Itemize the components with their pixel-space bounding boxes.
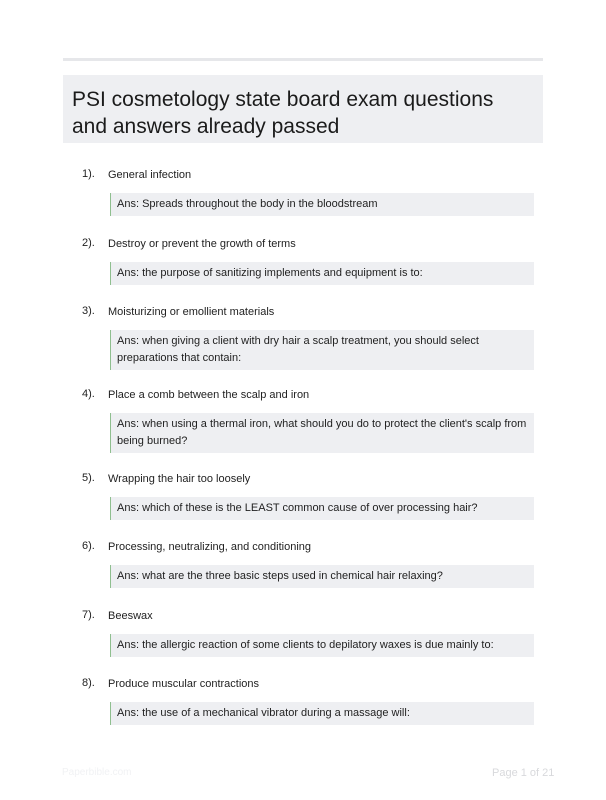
- question-text: Beeswax: [108, 610, 153, 622]
- question-number: 2).: [82, 237, 95, 249]
- question-text: General infection: [108, 169, 192, 181]
- answer-box: Ans: what are the three basic steps used in chemical hair relaxing?: [110, 565, 534, 588]
- question-text: Place a comb between the scalp and iron: [108, 389, 310, 401]
- answer-box: Ans: the purpose of sanitizing implements and equipment is to:: [110, 262, 534, 285]
- answer-box: Ans: when giving a client with dry hair a scalp treatment, you should select preparations that contain:: [110, 330, 534, 370]
- question-text: Processing, neutralizing, and conditioning: [108, 541, 312, 553]
- answer-box: Ans: the allergic reaction of some clients to depilatory waxes is due mainly to:: [110, 634, 534, 657]
- question-number: 6).: [82, 540, 95, 552]
- document-title: PSI cosmetology state board exam questions and answers already passed: [72, 88, 494, 138]
- question-text: Produce muscular contractions: [108, 678, 260, 690]
- question-number: 4).: [82, 388, 95, 400]
- question-text: Destroy or prevent the growth of terms: [108, 238, 296, 250]
- question-number: 3).: [82, 305, 95, 317]
- question-number: 5).: [82, 472, 95, 484]
- answer-box: Ans: which of these is the LEAST common cause of over processing hair?: [110, 497, 534, 520]
- answer-box: Ans: the use of a mechanical vibrator during a massage will:: [110, 702, 534, 725]
- question-number: 8).: [82, 677, 95, 689]
- footer-source: Paperbible.com: [62, 767, 132, 778]
- question-number: 1).: [82, 168, 95, 180]
- answer-box: Ans: Spreads throughout the body in the bloodstream: [110, 193, 534, 216]
- question-text: Moisturizing or emollient materials: [108, 306, 275, 318]
- answer-box: Ans: when using a thermal iron, what should you do to protect the client's scalp from being burned?: [110, 413, 534, 453]
- page-number: Page 1 of 21: [492, 767, 555, 779]
- question-number: 7).: [82, 609, 95, 621]
- question-text: Wrapping the hair too loosely: [108, 473, 251, 485]
